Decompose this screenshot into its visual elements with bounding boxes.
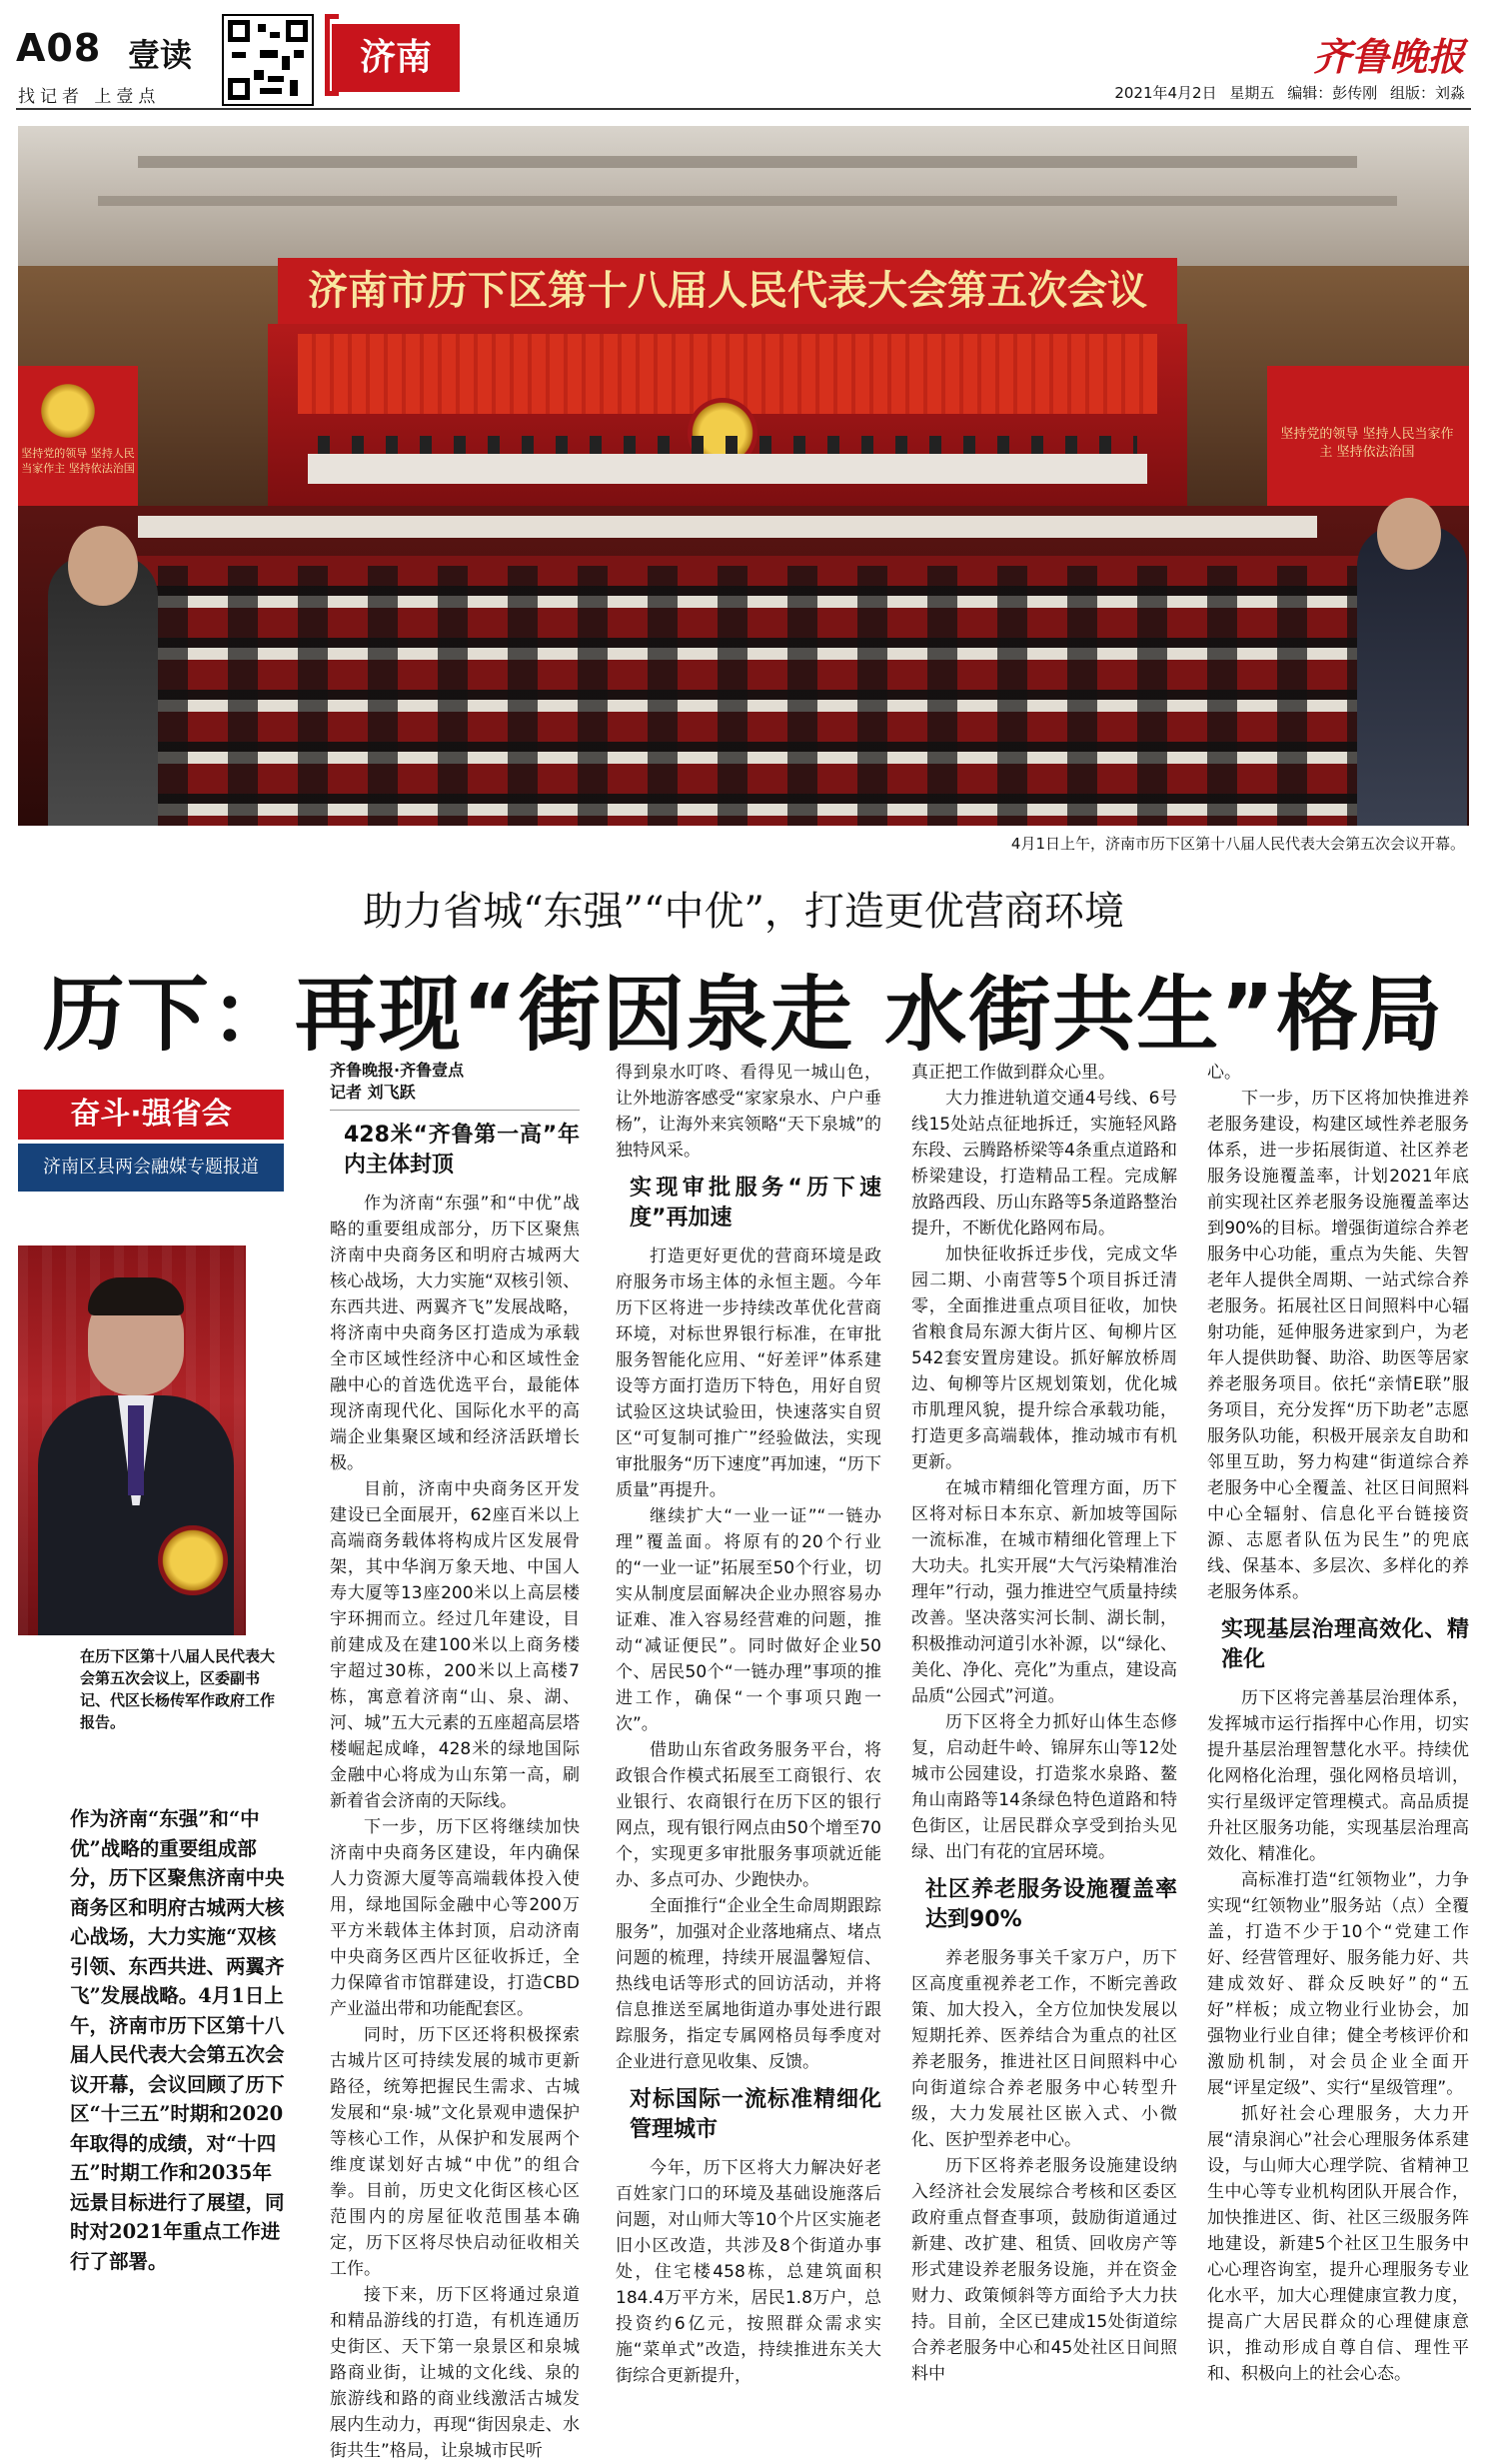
paragraph: 得到泉水叮咚、看得见一城山色，让外地游客感受“家家泉水、户户垂杨”，让海外来宾领略“天下泉城”的独特风采。 [616,1063,881,1161]
paragraph: 接下来，历下区将通过泉道和精品游线的打造，有机连通历史街区、天下第一泉景区和泉城路商业街，让城的文化线、泉的旅游线和路的商业线激活古城发展内生动力，再现“街因泉走、水街共生”格局，让泉城市民听 [330,2285,580,2461]
paragraph: 大力推进轨道交通4号线、6号线15处站点征地拆迁，实施轻风路东段、云腾路桥梁等4条重点道路和桥梁建设，打造精品工程。完成解放路西段、历山东路等5条道路整治提升，不断优化路网布局。 [911,1089,1177,1238]
paragraph: 全面推行“企业全生命周期跟踪服务”，加强对企业落地痛点、堵点问题的梳理，持续开展温馨短信、热线电话等形式的回访活动，并将信息推送至属地街道办事处进行跟踪服务，指定专属网格员每季度对企业进行意见收集、反馈。 [616,1896,881,2072]
page-number: A08 [16,26,102,70]
paragraph: 作为济南“东强”和“中优”战略的重要组成部分，历下区聚焦济南中央商务区和明府古城两大核心战场，大力实施“双核引领、东西共进、两翼齐飞”发展战略，将济南中央商务区打造成为承载全市区域性经济中心和区域性金融中心的首选优选平台，最能体现济南现代化、国际化水平的高端企业集聚区域和经济活跃增长极。 [330,1194,580,1473]
paragraph: 借助山东省政务服务平台，将政银合作模式拓展至工商银行、农业银行、农商银行在历下区的银行网点，现有银行网点由50个增至70个，实现更多审批服务事项就近能办、多点可办、少跑快办。 [616,1740,881,1890]
section-heading: 实现基层治理高效化、精准化 [1221,1617,1469,1672]
paragraph: 养老服务事关千家万户，历下区高度重视养老工作，不断完善政策、加大投入，全方位加快发展以短期托养、医养结合为重点的社区养老服务，推进社区日间照料中心向街道综合养老服务中心转型升级，大力发展社区嵌入式、小微化、医护型养老中心。 [911,1948,1177,2150]
slogan: 找记者 上壹点 [18,87,161,107]
designer-credit: 组版：刘淼 [1389,84,1465,102]
article-column-2 [616,1060,881,2389]
editor-credit: 编辑：彭传刚 [1287,84,1378,102]
paragraph: 目前，济南中央商务区开发建设已全面展开，62座百米以上高端商务载体将构成片区发展骨架，其中华润万象天地、中国人寿大厦等13座200米以上高层楼宇环拥而立。经过几年建设，目前建成及在建100米以上商务楼宇超过30栋，200米以上高楼7栋，寓意着济南“山、泉、湖、河、城”五大元素的五座超高层塔楼崛起成峰，428米的绿地国际金融中心将成为山东第一高，刷新着省会济南的天际线。 [330,1479,580,1811]
byline-reporter: 记者 刘飞跃 [330,1083,416,1102]
section-heading: 428米“齐鲁第一高”年内主体封顶 [344,1123,580,1178]
section-heading: 对标国际一流标准精细化管理城市 [630,2087,881,2142]
paragraph: 历下区将养老服务设施建设纳入经济社会发展综合考核和区委区政府重点督查事项，鼓励街道通过新建、改扩建、租赁、回收房产等形式建设养老服务设施，并在资金财力、政策倾斜等方面给予大力扶持。目前，全区已建成15处街道综合养老服务中心和45处社区日间照料中 [911,2156,1177,2384]
left-board-text: 坚持党的领导 坚持人民当家作主 坚持依法治国 [21,447,135,475]
photo-caption: 4月1日上午，济南市历下区第十八届人民代表大会第五次会议开幕。 [1010,835,1465,853]
byline-rule [330,1110,580,1111]
paragraph: 打造更好更优的营商环境是政府服务市场主体的永恒主题。今年历下区将进一步持续改革优化营商环境，对标世界银行标准，在审批服务智能化应用、“好差评”体系建设等方面打造历下特色，用好自贸试验区这块试验田，快速落实自贸区“可复制可推广”经验做法，实现审批服务“历下速度”再加速，“历下质量”再提升。 [616,1246,881,1500]
paragraph: 在城市精细化管理方面，历下区将对标日本东京、新加坡等国际一流标准，在城市精细化管理上下大功夫。扎实开展“大气污染精准治理年”行动，强力推进空气质量持续改善。坚决落实河长制、湖长制，积极推动河道引水补源，以“绿化、美化、净化、亮化”为重点，建设高品质“公园式”河道。 [911,1478,1177,1706]
paragraph: 真正把工作做到群众心里。 [911,1063,1115,1083]
section-heading: 实现审批服务“历下速度”再加速 [630,1176,881,1231]
article-column-3 [911,1060,1177,2387]
feature-badge [18,1090,284,1192]
paragraph: 心。 [1207,1063,1241,1083]
series-subbadge: 济南区县两会融媒专题报道 [18,1144,284,1192]
masthead-divider [16,108,1471,110]
article-headline: 历下：再现“街因泉走 水街共生”格局 [42,968,1445,1063]
article-column-4 [1207,1060,1469,2387]
section-name: 壹读 [128,36,193,74]
banner-text: 济南市历下区第十八届人民代表大会第五次会议 [278,258,1177,324]
paragraph: 加快征收拆迁步伐，完成文华园二期、小南营等5个项目拆迁清零，全面推进重点项目征收，加快省粮食局东源大街片区、甸柳片区542套安置房建设。抓好解放桥周边、甸柳等片区规划策划，优化城市肌理风貌，提升综合承载功能，打造更多高端载体，推动城市有机更新。 [911,1244,1177,1472]
byline-source: 齐鲁晚报·齐鲁壹点 [330,1061,465,1080]
paragraph: 历下区将完善基层治理体系，发挥城市运行指挥中心作用，切实提升基层治理智慧化水平。持续优化网格化治理，强化网格员培训，实行星级评定管理模式。高品质提升社区服务功能，实现基层治理高效化、精准化。 [1207,1688,1469,1864]
paragraph: 同时，历下区还将积极探索古城片区可持续发展的城市更新路径，统筹把握民生需求、古城发展和“泉·城”文化景观申遗保护等核心工作，从保护和发展两个维度谋划好古城“中优”的组合拳。目前，历史文化街区核心区范围内的房屋征收范围基本确定，历下区将尽快启动征收相关工作。 [330,2025,580,2279]
portrait-caption: 在历下区第十八届人民代表大会第五次会议上，区委副书记、代区长杨传军作政府工作报告。 [80,1647,276,1731]
issue-weekday: 星期五 [1229,84,1275,102]
emblem-left-icon [38,381,98,441]
newspaper-logo: 齐鲁晚报 [1312,34,1465,79]
paragraph: 今年，历下区将大力解决好老百姓家门口的环境及基础设施落后问题，对山师大等10个片区实施老旧小区改造，共涉及8个街道办事处，住宅楼458栋，总建筑面积184.4万平方米，居民1.8万户，总投资约6亿元，按照群众需求实施“菜单式”改造，持续推进东关大街综合更新提升， [616,2158,881,2386]
paragraph: 继续扩大“一业一证”“一链办理”覆盖面。将原有的20个行业的“一业一证”拓展至50个行业，切实从制度层面解决企业办照容易办证难、准入容易经营难的问题，推动“减证便民”。同时做好企业50个、居民50个“一链办理”事项的推进工作，确保“一个事项只跑一次”。 [616,1506,881,1734]
article-subhead: 助力省城“东强”“中优”，打造更优营商环境 [363,889,1124,935]
paragraph: 抓好社会心理服务，大力开展“清泉润心”社会心理服务体系建设，与山师大心理学院、省精神卫生中心等专业机构团队开展合作，加快推进区、街、社区三级服务阵地建设，新建5个社区卫生服务中心心理咨询室，提升心理服务专业化水平，加大心理健康宣教力度，提高广大居民群众的心理健康意识，推动形成自尊自信、理性平和、积极向上的社会心态。 [1207,2104,1469,2384]
article-column-1 [330,1060,580,2464]
paragraph: 下一步，历下区将加快推进养老服务建设，构建区域性养老服务体系，进一步拓展街道、社区养老服务设施覆盖率，计划2021年底前实现社区养老服务设施覆盖率达到90%的目标。增强街道综合养老服务中心功能，重点为失能、失智老年人提供全周期、一站式综合养老服务。拓展社区日间照料中心辐射功能，延伸服务进家到户，为老年人提供助餐、助浴、助医等居家养老服务项目。依托“亲情E联”服务项目，充分发挥“历下助老”志愿服务队功能，积极开展亲友自助和邻里互助，努力构建“街道综合养老服务中心全覆盖、社区日间照料中心全辐射、信息化平台链接资源、志愿者队伍为民生”的兜底线、保基本、多层次、多样化的养老服务体系。 [1207,1089,1469,1602]
paragraph: 历下区将全力抓好山体生态修复，启动赶牛岭、锦屏东山等12处城市公园建设，打造浆水泉路、鳌角山南路等14条绿色特色道路和特色街区，让居民群众享受到抬头见绿、出门有花的宜居环境。 [911,1712,1177,1862]
qr-code-icon[interactable] [222,14,314,106]
region-tab: 济南 [332,24,460,92]
paragraph: 高标准打造“红领物业”，力争实现“红领物业”服务站（点）全覆盖，打造不少于10个“党建工作好、经营管理好、服务能力好、共建成效好、群众反映好”的“五好”样板；成立物业行业协会，加强物业行业自律；健全考核评价和激励机制，对会员企业全面开展“评星定级”、实行“星级管理”。 [1207,1870,1469,2098]
series-badge: 奋斗·强省会 [18,1090,284,1140]
section-heading: 社区养老服务设施覆盖率达到90% [925,1877,1177,1932]
issue-meta [1114,82,1465,103]
issue-date: 2021年4月2日 [1114,84,1217,102]
right-board-text: 坚持党的领导 坚持人民当家作主 坚持依法治国 [1280,427,1454,460]
conference-photo [18,126,1469,826]
intro-summary: 作为济南“东强”和“中优”战略的重要组成部分，历下区聚焦济南中央商务区和明府古城两大核心战场，大力实施“双核引领、东西共进、两翼齐飞”发展战略。4月1日上午，济南市历下区第十八届人民代表大会第五次会议开幕，会议回顾了历下区“十三五”时期和2020年取得的成绩，对“十四五”时期工作和2035年远景目标进行了展望，同时对2021年重点工作进行了部署。 [70,1807,285,2273]
paragraph: 下一步，历下区将继续加快济南中央商务区建设，年内确保人力资源大厦等高端载体投入使用，绿地国际金融中心等200万平方米载体主体封顶，启动济南中央商务区西片区征收拆迁，全力保障省市馆群建设，打造CBD产业溢出带和功能配套区。 [330,1817,580,2019]
speaker-portrait [18,1245,246,1635]
